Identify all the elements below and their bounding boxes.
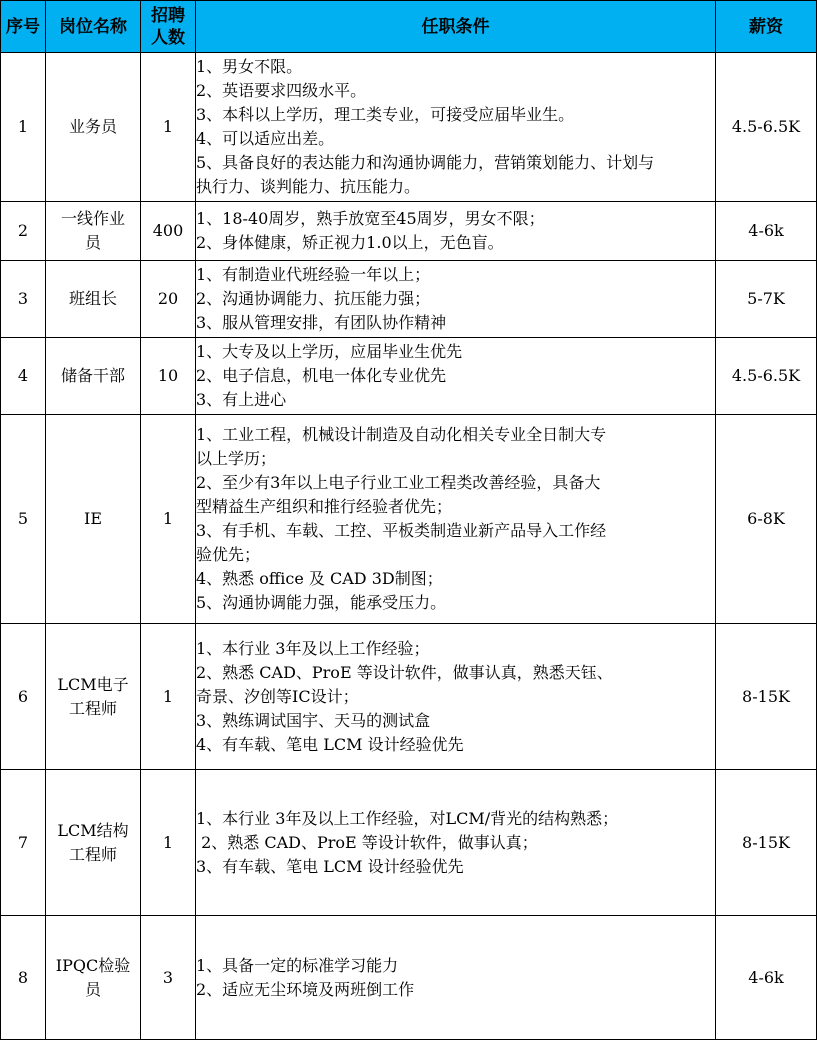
position-line: 储备干部 xyxy=(60,366,125,385)
cell-position xyxy=(46,916,141,1040)
requirement-line: 以上学历； xyxy=(196,449,277,468)
cell-position xyxy=(46,624,141,770)
position-line: 工程师 xyxy=(68,698,117,718)
cell-salary: 4-6k xyxy=(716,916,817,1040)
requirement-line: 2、身体健康，矫正视力1.0以上，无色盲。 xyxy=(196,233,504,252)
position-line: 员 xyxy=(84,233,101,252)
cell-seq: 2 xyxy=(1,202,46,261)
requirement-line: 5、沟通协调能力强，能承受压力。 xyxy=(196,593,447,612)
cell-seq: 4 xyxy=(1,338,46,415)
table-header xyxy=(1,1,817,53)
cell-position xyxy=(46,202,141,261)
cell-requirements xyxy=(196,202,716,261)
table-row xyxy=(1,415,817,624)
cell-seq: 7 xyxy=(1,770,46,916)
position-line: 工程师 xyxy=(68,844,117,864)
requirement-line: 型精益生产组织和推行经验者优先； xyxy=(196,497,453,516)
cell-requirements xyxy=(196,53,716,202)
cell-seq: 5 xyxy=(1,415,46,624)
table-row xyxy=(1,770,817,916)
table-row xyxy=(1,53,817,202)
cell-count: 3 xyxy=(141,916,196,1040)
cell-requirements xyxy=(196,624,716,770)
requirement-line: 3、有车载、笔电 LCM 设计经验优先 xyxy=(196,856,464,876)
requirement-line: 2、英语要求四级水平。 xyxy=(196,81,367,100)
cell-requirements xyxy=(196,261,716,338)
cell-salary: 4.5-6.5K xyxy=(716,338,817,415)
table-row xyxy=(1,338,817,415)
requirement-line: 奇景、汐创等IC设计； xyxy=(196,686,359,706)
cell-count: 1 xyxy=(141,770,196,916)
position-line: LCM结构 xyxy=(57,820,129,840)
table-row xyxy=(1,916,817,1040)
table-row xyxy=(1,202,817,261)
requirement-line: 3、熟练调试国宇、天马的测试盒 xyxy=(196,710,431,730)
cell-requirements xyxy=(196,338,716,415)
requirement-line: 3、有手机、车载、工控、平板类制造业新产品导入工作经 xyxy=(196,521,607,540)
cell-count: 10 xyxy=(141,338,196,415)
cell-position xyxy=(46,415,141,624)
position-line: LCM电子 xyxy=(57,674,129,694)
header-row xyxy=(1,1,817,53)
cell-seq: 3 xyxy=(1,261,46,338)
table-row xyxy=(1,261,817,338)
cell-count: 1 xyxy=(141,624,196,770)
table-row xyxy=(1,624,817,770)
cell-position xyxy=(46,338,141,415)
requirement-line: 1、本行业 3年及以上工作经验； xyxy=(196,638,430,658)
header-count xyxy=(141,1,196,53)
requirement-line: 3、有上进心 xyxy=(196,390,287,409)
cell-salary: 4-6k xyxy=(716,202,817,261)
cell-salary: 4.5-6.5K xyxy=(716,53,817,202)
requirement-line: 1、本行业 3年及以上工作经验，对LCM/背光的结构熟悉； xyxy=(196,808,619,828)
cell-count: 20 xyxy=(141,261,196,338)
header-requirements: 任职条件 xyxy=(196,1,716,53)
cell-position xyxy=(46,770,141,916)
cell-position xyxy=(46,261,141,338)
position-line: 员 xyxy=(84,979,101,999)
cell-count: 1 xyxy=(141,53,196,202)
requirement-line: 1、18-40周岁，熟手放宽至45周岁，男女不限； xyxy=(196,209,545,228)
cell-requirements xyxy=(196,916,716,1040)
header-seq: 序号 xyxy=(1,1,46,53)
cell-requirements xyxy=(196,770,716,916)
requirement-line: 验优先； xyxy=(196,545,261,564)
requirement-line: 2、适应无尘环境及两班倒工作 xyxy=(196,979,415,999)
requirement-line: 2、熟悉 CAD、ProE 等设计软件，做事认真； xyxy=(196,832,538,852)
requirement-line: 2、电子信息，机电一体化专业优先 xyxy=(196,366,447,385)
requirement-line: 5、具备良好的表达能力和沟通协调能力，营销策划能力、计划与 xyxy=(196,153,655,172)
requirement-line: 2、熟悉 CAD、ProE 等设计软件，做事认真，熟悉天钰、 xyxy=(196,662,613,682)
requirement-line: 4、有车载、笔电 LCM 设计经验优先 xyxy=(196,734,464,754)
cell-salary: 8-15K xyxy=(716,624,817,770)
header-count-line1: 招聘 xyxy=(151,5,185,26)
requirement-line: 1、大专及以上学历，应届毕业生优先 xyxy=(196,342,463,361)
requirement-line: 执行力、谈判能力、抗压能力。 xyxy=(196,177,421,196)
requirement-line: 1、工业工程，机械设计制造及自动化相关专业全日制大专 xyxy=(196,425,607,444)
cell-salary: 5-7K xyxy=(716,261,817,338)
header-count-line2: 人数 xyxy=(151,27,185,48)
cell-count: 1 xyxy=(141,415,196,624)
requirement-line: 1、有制造业代班经验一年以上； xyxy=(196,265,431,284)
requirement-line: 4、熟悉 office 及 CAD 3D制图； xyxy=(196,569,443,588)
cell-seq: 1 xyxy=(1,53,46,202)
cell-salary: 6-8K xyxy=(716,415,817,624)
table-body xyxy=(1,53,817,1040)
position-line: IE xyxy=(84,509,102,528)
cell-seq: 6 xyxy=(1,624,46,770)
requirement-line: 3、服从管理安排，有团队协作精神 xyxy=(196,313,447,332)
position-line: 一线作业 xyxy=(60,209,125,228)
position-line: 班组长 xyxy=(68,289,117,308)
position-line: IPQC检验 xyxy=(55,955,131,975)
requirement-line: 2、沟通协调能力、抗压能力强； xyxy=(196,289,431,308)
header-salary: 薪资 xyxy=(716,1,817,53)
position-line: 业务员 xyxy=(68,117,117,136)
cell-requirements xyxy=(196,415,716,624)
requirement-line: 2、至少有3年以上电子行业工业工程类改善经验，具备大 xyxy=(196,473,601,492)
requirement-line: 1、具备一定的标准学习能力 xyxy=(196,955,399,975)
requirement-line: 3、本科以上学历，理工类专业，可接受应届毕业生。 xyxy=(196,105,575,124)
requirement-line: 1、男女不限。 xyxy=(196,57,303,76)
cell-count: 400 xyxy=(141,202,196,261)
header-position: 岗位名称 xyxy=(46,1,141,53)
requirement-line: 4、可以适应出差。 xyxy=(196,129,335,148)
cell-seq: 8 xyxy=(1,916,46,1040)
cell-salary: 8-15K xyxy=(716,770,817,916)
cell-position xyxy=(46,53,141,202)
